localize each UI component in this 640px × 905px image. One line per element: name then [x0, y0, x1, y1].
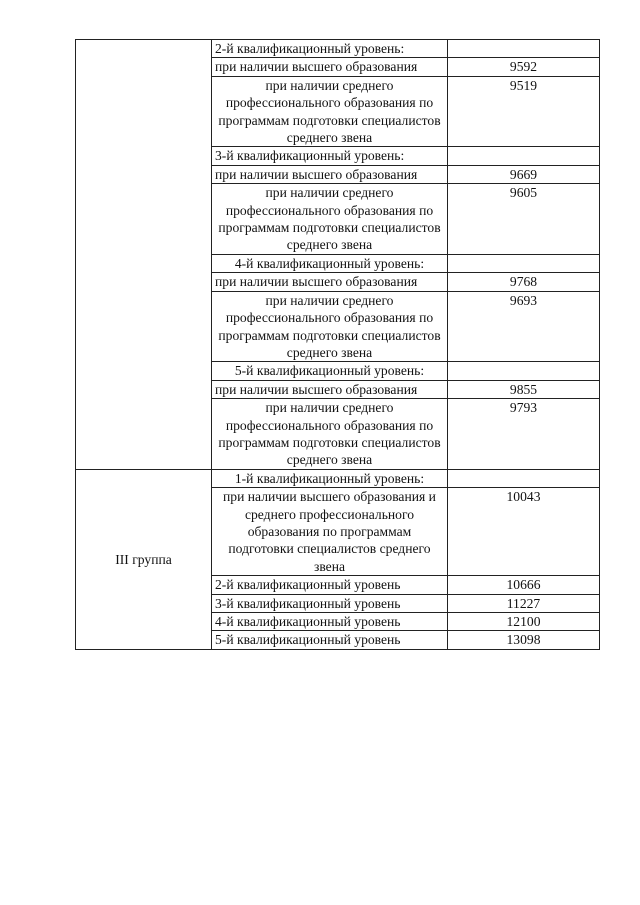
salary-value: [448, 469, 600, 487]
salary-value: 9519: [448, 76, 600, 147]
salary-value: 11227: [448, 594, 600, 612]
salary-value: 9768: [448, 273, 600, 291]
table-row: [76, 40, 600, 58]
condition-label: при наличии среднего профессионального образования по программам подготовки специалистов среднего звена: [212, 184, 448, 255]
level-label: 5-й квалификационный уровень:: [212, 362, 448, 380]
group-cell-continued: [76, 40, 212, 470]
group-label: III группа: [76, 469, 212, 649]
level-label: 4-й квалификационный уровень: [212, 613, 448, 631]
condition-label: при наличии среднего профессионального образования по программам подготовки специалистов среднего звена: [212, 76, 448, 147]
table-row: [76, 469, 600, 487]
salary-value: [448, 254, 600, 272]
condition-label: при наличии высшего образования: [212, 165, 448, 183]
salary-value: 12100: [448, 613, 600, 631]
level-label: 2-й квалификационный уровень: [212, 576, 448, 594]
salary-value: 9592: [448, 58, 600, 76]
salary-value: 10666: [448, 576, 600, 594]
level-label: 1-й квалификационный уровень:: [212, 469, 448, 487]
salary-value: 10043: [448, 488, 600, 576]
level-label: 5-й квалификационный уровень: [212, 631, 448, 649]
level-label: 3-й квалификационный уровень:: [212, 147, 448, 165]
level-label: 3-й квалификационный уровень: [212, 594, 448, 612]
salary-value: 9793: [448, 399, 600, 470]
condition-label: при наличии высшего образования: [212, 380, 448, 398]
salary-value: 9693: [448, 291, 600, 362]
level-label: 4-й квалификационный уровень:: [212, 254, 448, 272]
condition-label: при наличии высшего образования: [212, 58, 448, 76]
salary-value: 9605: [448, 184, 600, 255]
salary-value: [448, 40, 600, 58]
condition-label: при наличии среднего профессионального образования по программам подготовки специалистов среднего звена: [212, 291, 448, 362]
condition-label: при наличии высшего образования: [212, 273, 448, 291]
salary-value: [448, 147, 600, 165]
salary-value: 9855: [448, 380, 600, 398]
level-label: 2-й квалификационный уровень:: [212, 40, 448, 58]
salary-value: [448, 362, 600, 380]
condition-label: при наличии высшего образования и среднего профессионального образования по программам подготовки специалистов среднего звена: [212, 488, 448, 576]
salary-table: [75, 39, 600, 650]
salary-value: 13098: [448, 631, 600, 649]
condition-label: при наличии среднего профессионального образования по программам подготовки специалистов среднего звена: [212, 399, 448, 470]
salary-value: 9669: [448, 165, 600, 183]
